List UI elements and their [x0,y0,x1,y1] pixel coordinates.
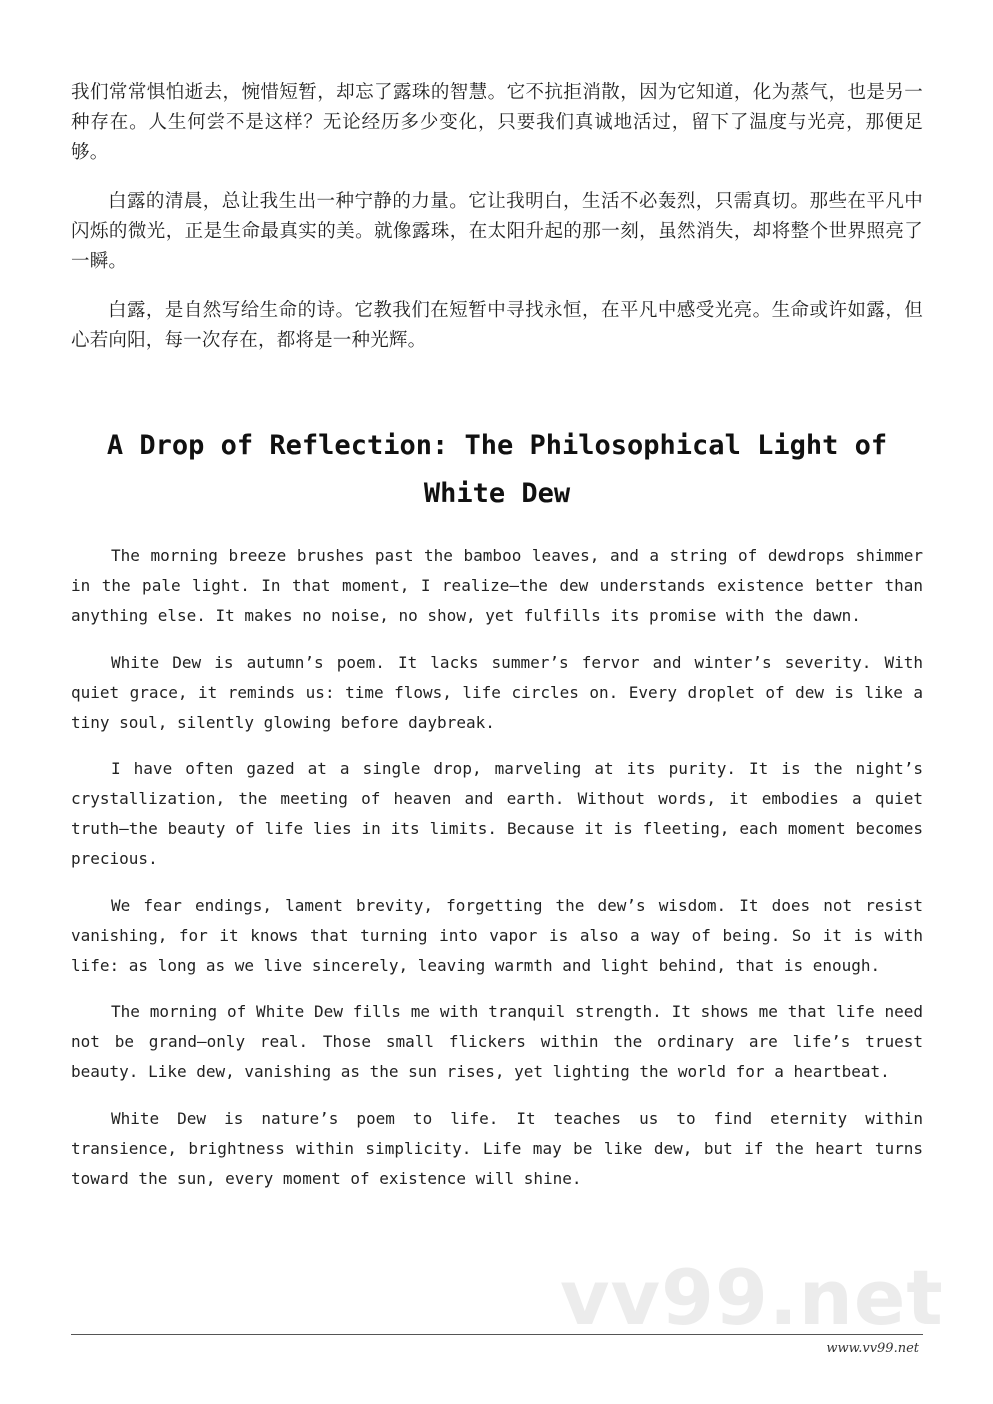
chinese-text-section [71,78,923,375]
english-paragraph: White Dew is autumn’s poem. It lacks summer’s fervor and winter’s severity. With quiet grace, it reminds us: time flows, life circles on. Every droplet of dew is like a tiny soul, silently glowing before daybreak. [71,652,923,732]
english-paragraph: The morning breeze brushes past the bamboo leaves, and a string of dewdrops shimmer in the pale light. In that moment, I realize—the dew understands existence better than anything else. It makes no noise, no show, yet fulfills its promise with the dawn. [71,546,923,625]
footer-site-url: www.vv99.net [826,1341,919,1356]
english-paragraph: I have often gazed at a single drop, marveling at its purity. It is the night’s crystallization, the meeting of heaven and earth. Without words, it embodies a quiet truth—the beauty of life lies in its limits. Because it is fleeting, each moment becomes precious. [71,759,923,868]
english-paragraph: We fear endings, lament brevity, forgetting the dew’s wisdom. It does not resist vanishing, for it knows that turning into vapor is also a way of being. So it is with life: as long as we live sincerely, leaving warmth and light behind, that is enough. [71,895,923,975]
english-paragraph: The morning of White Dew fills me with tranquil strength. It shows me that life need not be grand—only real. Those small flickers within the ordinary are life’s truest beauty. Like dew, vanishing as the sun rises, yet lighting the world for a heartbeat. [71,1002,923,1081]
site-watermark: vv99.net [560,1253,944,1342]
chinese-paragraph: 我们常常惧怕逝去，惋惜短暂，却忘了露珠的智慧。它不抗拒消散，因为它知道，化为蒸气，也是另一种存在。人生何尝不是这样？无论经历多少变化，只要我们真诚地活过，留下了温度与光亮，那便足够。 [71,82,923,163]
chinese-paragraph: 白露，是自然写给生命的诗。它教我们在短暂中寻找永恒，在平凡中感受光亮。生命或许如露，但心若向阳，每一次存在，都将是一种光辉。 [71,300,923,351]
english-paragraph: White Dew is nature’s poem to life. It teaches us to find eternity within transience, brightness within simplicity. Life may be like dew, but if the heart turns toward the sun, every moment of existence will shine. [71,1108,923,1188]
english-title: A Drop of Reflection: The Philosophical Light of White Dew [106,430,888,509]
chinese-paragraph: 白露的清晨，总让我生出一种宁静的力量。它让我明白，生活不必轰烈，只需真切。那些在平凡中闪烁的微光，正是生命最真实的美。就像露珠，在太阳升起的那一刻，虽然消失，却将整个世界照亮了一瞬。 [71,191,923,272]
english-text-section [71,541,923,1210]
footer-divider [71,1334,923,1335]
